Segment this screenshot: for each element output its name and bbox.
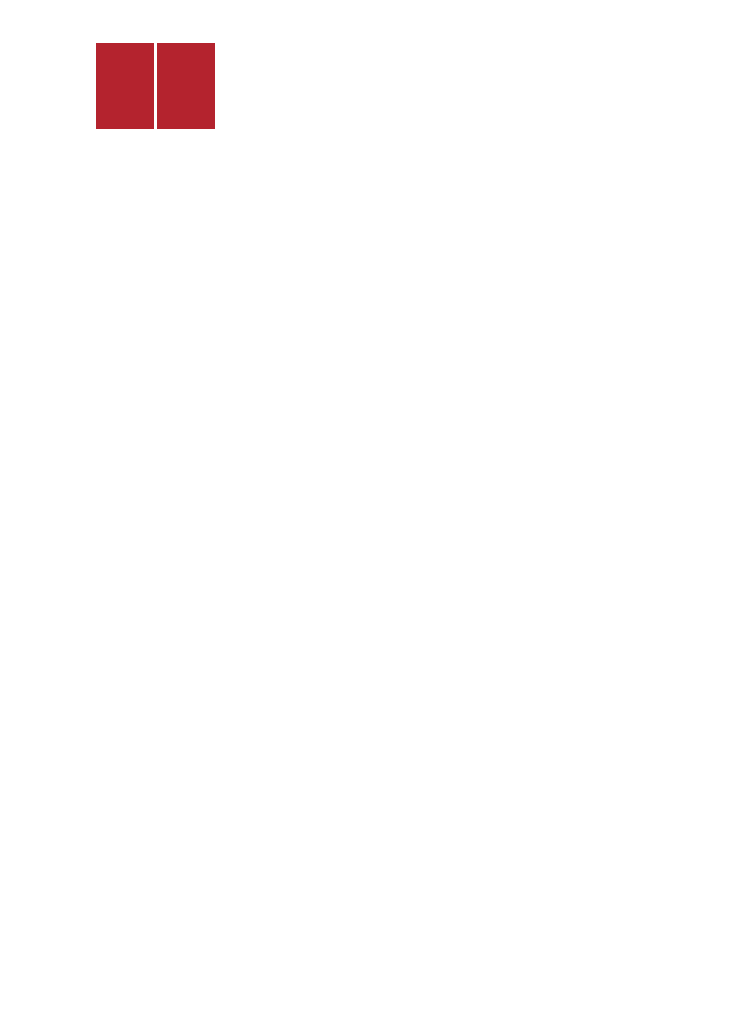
logo-letter-box-h — [96, 43, 154, 129]
logo-letter-box-r — [157, 43, 215, 129]
